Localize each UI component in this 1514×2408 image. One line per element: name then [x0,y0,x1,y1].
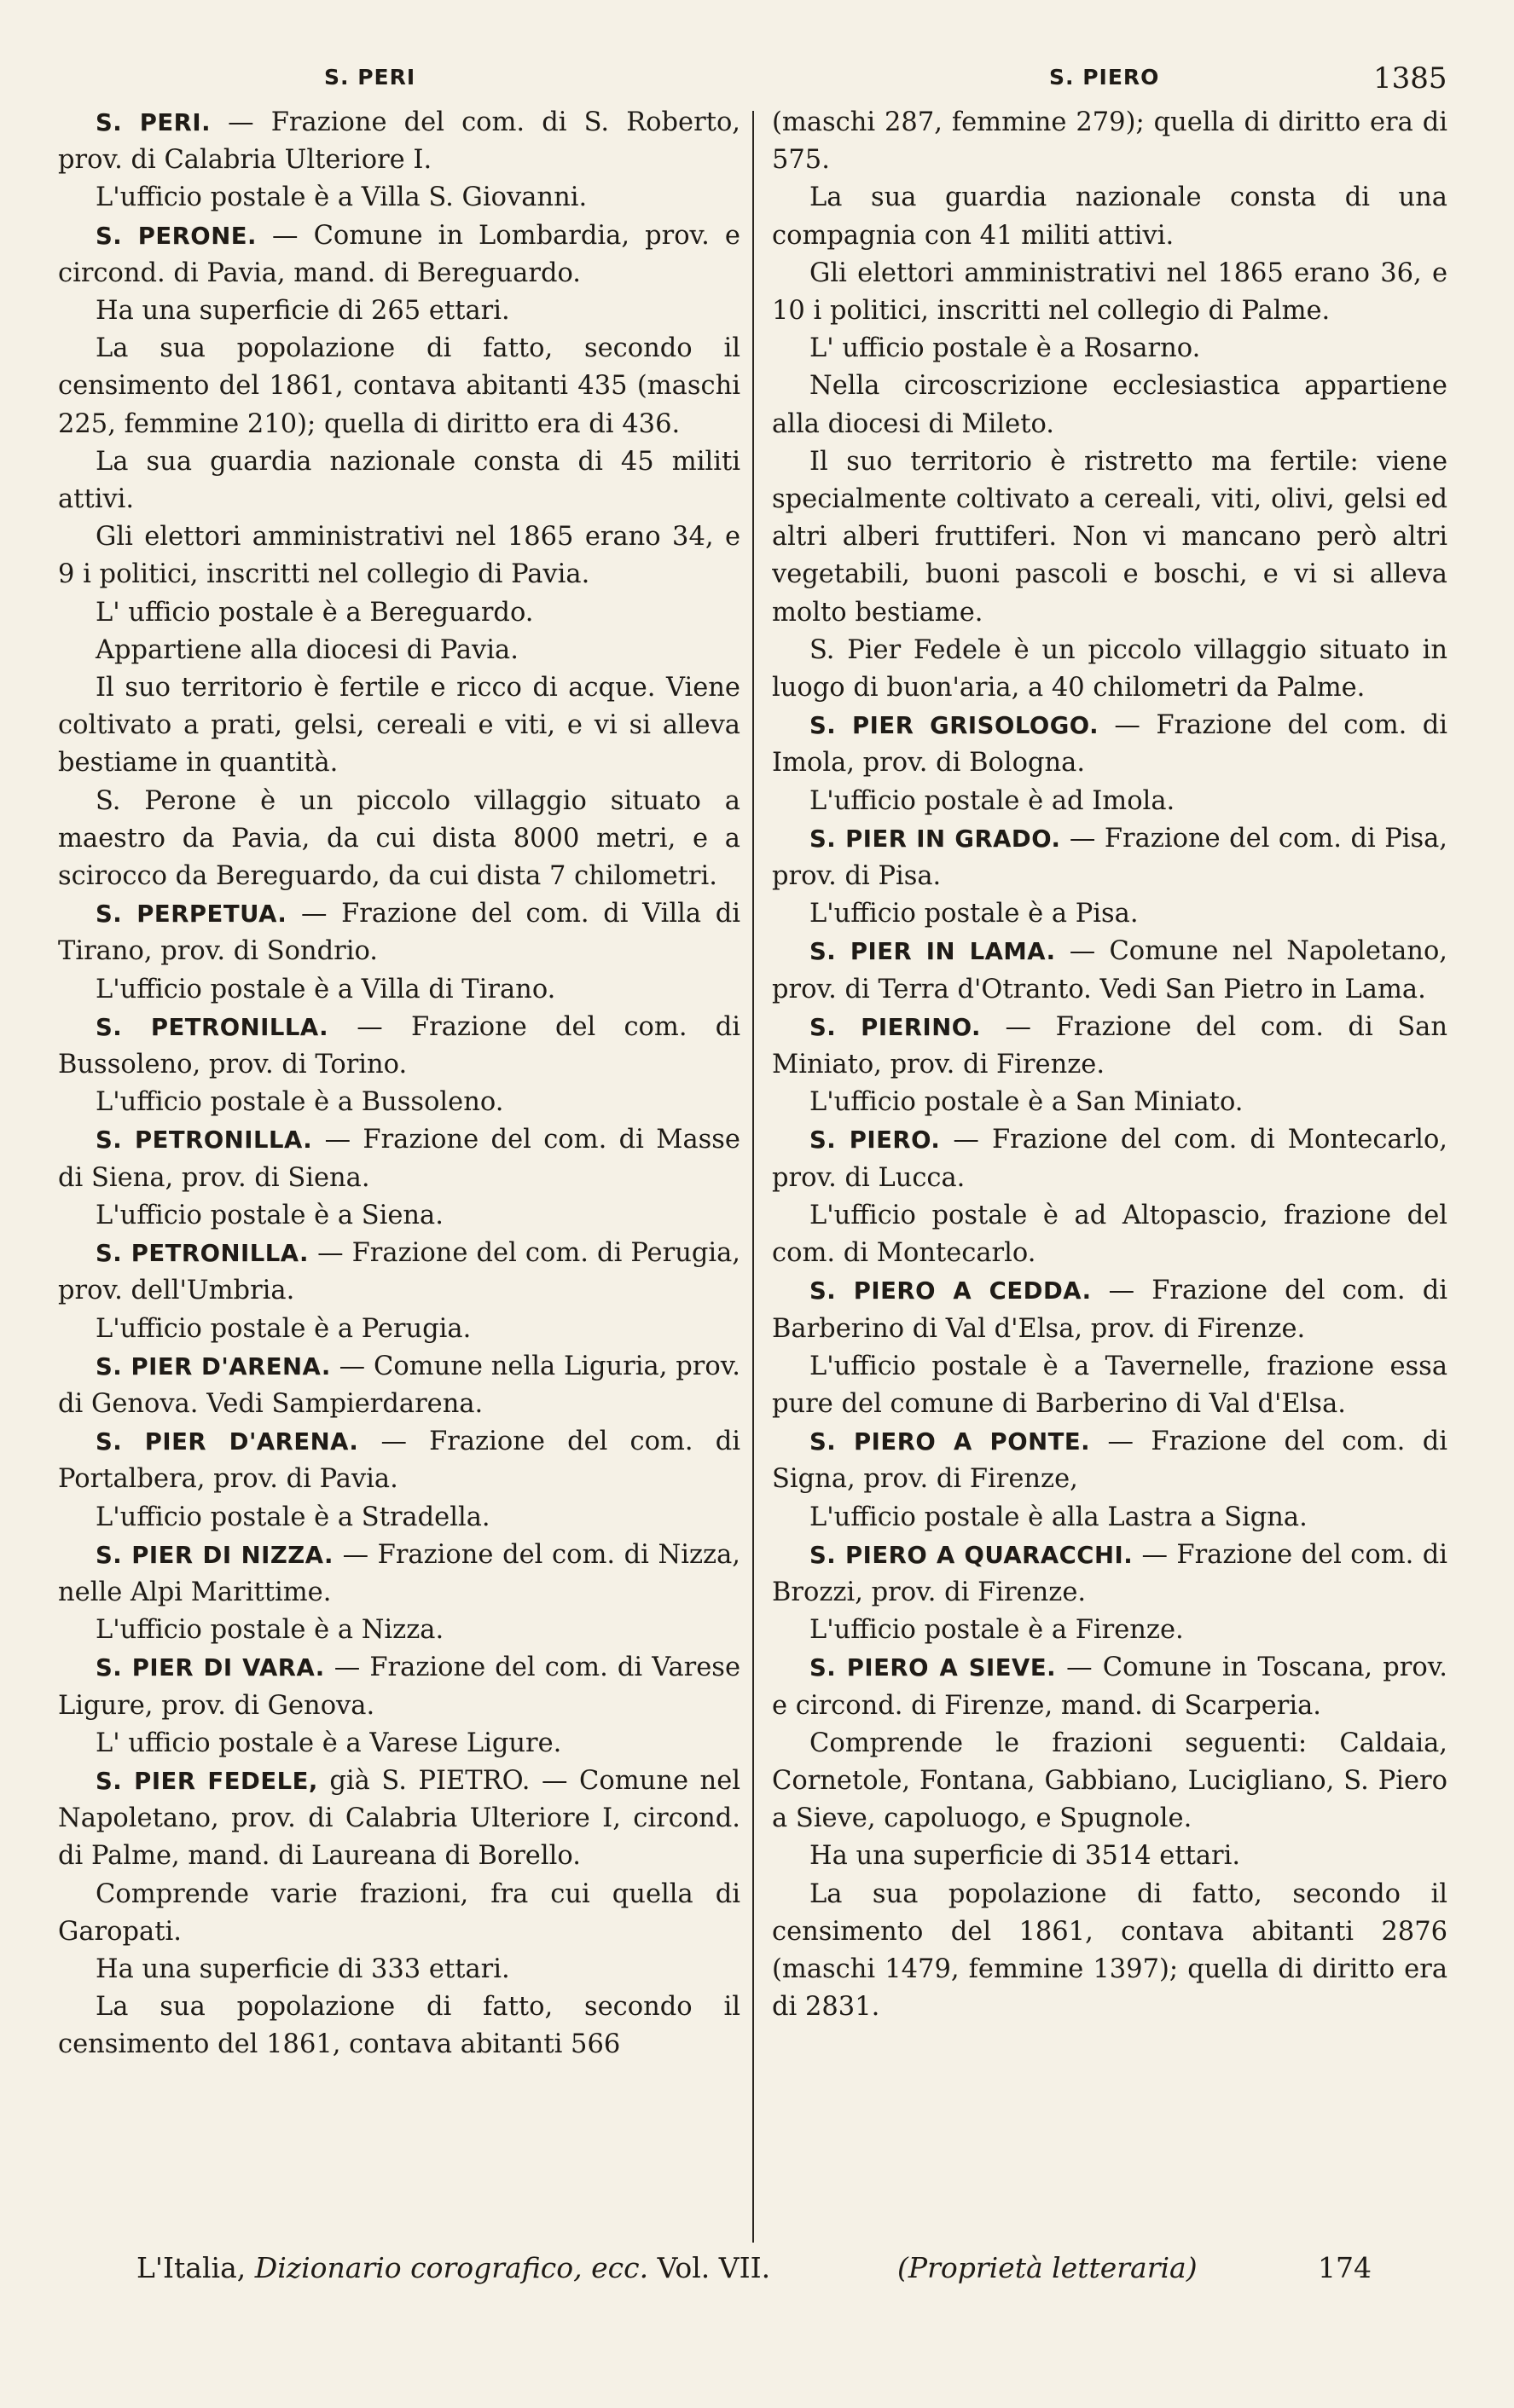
dictionary-entry [58,1009,740,1084]
entry-text: già S. PIETRO. — Comune nel Napoletano, prov. di Calabria Ulteriore I, circond. di Palme, mand. di Laureana di Borello. [58,1765,740,1872]
entry-headword: S. PIER D'ARENA. [96,1352,331,1381]
entry-headword: S. PIERO. [809,1126,941,1155]
entry-paragraph [58,971,740,1009]
entry-paragraph [772,895,1447,933]
entry-paragraph [772,104,1447,179]
dictionary-entry [58,1763,740,1876]
entry-text: L'ufficio postale è ad Imola. [809,785,1175,816]
entry-headword: S. PIERO A QUARACCHI. [809,1541,1134,1569]
entry-headword: S. PIER GRISOLOGO. [809,712,1099,740]
entry-text: L'ufficio postale è a Villa di Tirano. [96,974,556,1004]
dictionary-entry [58,1423,740,1498]
entry-text: La sua guardia nazionale consta di una compagnia con 41 militi attivi. [772,182,1447,251]
publication-title: Dizionario corografico, ecc. [254,2251,649,2284]
entry-text: — Frazione del com. di Brozzi, prov. di Firenze. [772,1539,1447,1607]
dictionary-entry [772,820,1447,895]
entry-headword: S. PIER IN LAMA. [809,938,1056,966]
entry-text: Ha una superficie di 333 ettari. [96,1954,510,1984]
entry-headword: S. PETRONILLA. [96,1013,329,1041]
entry-text: L' ufficio postale è a Rosarno. [809,333,1201,364]
entry-text: Il suo territorio è ristretto ma fertile: viene specialmente coltivato a cereali, viti, olivi, gelsi ed altri alberi fruttiferi. Non vi mancano però altri vegetabili, buoni pascoli e boschi, e vi si alleva molto bestiame. [772,446,1447,628]
entry-paragraph [58,1084,740,1121]
entry-paragraph [772,330,1447,368]
signature-mark: 174 [1318,2251,1372,2284]
entry-text: — Comune nel Napoletano, prov. di Terra d'Otranto. Vedi San Pietro in Lama. [772,936,1447,1004]
entry-paragraph [58,783,740,896]
entry-headword: S. PERPETUA. [96,900,287,929]
entry-text: — Frazione del com. di Imola, prov. di Bologna. [772,710,1447,779]
entry-paragraph [58,1951,740,1988]
entry-text: Comprende le frazioni seguenti: Caldaia, Cornetole, Fontana, Gabbiano, Lucigliano, S. Piero a Sieve, capoluogo, e Spugnole. [772,1728,1447,1834]
entry-text: — Frazione del com. di Barberino di Val d'Elsa, prov. di Firenze. [772,1276,1447,1344]
entry-paragraph [58,1311,740,1348]
entry-text: — Frazione del com. di Bussoleno, prov. di Torino. [58,1011,740,1080]
entry-text: — Comune in Toscana, prov. e circond. di Firenze, mand. di Scarperia. [772,1653,1447,1721]
entry-paragraph [772,783,1447,820]
entry-headword: S. PERI. [96,109,212,136]
entry-headword: S. PERONE. [96,222,257,250]
dictionary-entry [772,707,1447,782]
left-column [58,104,740,2244]
entry-text: S. Perone è un piccolo villaggio situato a maestro da Pavia, da cui dista 8000 metri, e a scirocco da Bereguardo, da cui dista 7 chilometri. [58,785,740,892]
entry-text: — Frazione del com. di Montecarlo, prov. di Lucca. [772,1125,1447,1193]
entry-paragraph [58,292,740,330]
dictionary-entry [772,1272,1447,1347]
page-footer [0,2251,1514,2294]
entry-headword: S. PIER D'ARENA. [96,1428,359,1456]
entry-text: L'ufficio postale è a San Miniato. [809,1087,1244,1118]
entry-paragraph [58,443,740,518]
entry-paragraph [58,1499,740,1537]
dictionary-entry [58,1121,740,1196]
entry-text: (maschi 287, femmine 279); quella di diritto era di 575. [772,107,1447,176]
page-header [0,61,1514,107]
entry-text: L'ufficio postale è a Perugia. [96,1313,472,1344]
entry-text: — Comune nella Liguria, prov. di Genova. Vedi Sampierdarena. [58,1351,740,1419]
entry-text: Il suo territorio è fertile e ricco di acque. Viene coltivato a prati, gelsi, cereali e viti, e vi si alleva bestiame in quantità. [58,673,740,779]
entry-paragraph [772,1725,1447,1838]
entry-paragraph [772,368,1447,443]
entry-text: S. Pier Fedele è un piccolo villaggio situato in luogo di buon'aria, a 40 chilometri da Palme. [772,634,1447,703]
entry-paragraph [772,179,1447,254]
publication-prefix: L'Italia, [136,2251,247,2284]
entry-paragraph [772,1348,1447,1423]
entry-text: L' ufficio postale è a Bereguardo. [96,597,534,628]
entry-text: L'ufficio postale è a Pisa. [809,899,1139,929]
entry-paragraph [58,1988,740,2064]
entry-paragraph [58,1612,740,1649]
entry-text: L'ufficio postale è a Nizza. [96,1615,444,1646]
entry-text: L'ufficio postale è a Tavernelle, frazione essa pure del comune di Barberino di Val d'Elsa. [772,1351,1447,1419]
entry-text: L'ufficio postale è ad Altopascio, frazione del com. di Montecarlo. [772,1200,1447,1269]
entry-paragraph [772,632,1447,707]
entry-headword: S. PIER FEDELE, [96,1767,318,1795]
entry-text: — Frazione del com. di S. Roberto, prov. di Calabria Ulteriore I. [58,107,740,176]
entry-headword: S. PIERO A SIEVE. [809,1654,1057,1682]
entry-paragraph [58,518,740,593]
dictionary-entry [772,1423,1447,1498]
entry-paragraph [58,594,740,632]
entry-headword: S. PIER DI VARA. [96,1654,325,1682]
dictionary-entry [58,1649,740,1724]
entry-headword: S. PIERO A CEDDA. [809,1277,1092,1305]
entry-text: — Comune in Lombardia, prov. e circond. di Pavia, mand. di Bereguardo. [58,220,740,288]
entry-headword: S. PIERINO. [809,1013,981,1041]
publication-title-line [136,2251,770,2284]
dictionary-entry [58,1537,740,1612]
dictionary-entry [772,933,1447,1008]
entry-text: Comprende varie frazioni, fra cui quella di Garopati. [58,1878,740,1947]
left-running-head: S. PERI [324,65,416,90]
entry-text: — Frazione del com. di Portalbera, prov. di Pavia. [58,1427,740,1495]
entry-headword: S. PIER IN GRADO. [809,825,1061,853]
entry-text: L' ufficio postale è a Varese Ligure. [96,1728,562,1758]
dictionary-entry [58,1235,740,1310]
entry-paragraph [58,330,740,443]
entry-text: Ha una superficie di 3514 ettari. [809,1841,1241,1872]
page-number: 1385 [1373,61,1447,96]
entry-text: L'ufficio postale è a Siena. [96,1200,444,1230]
entry-text: La sua popolazione di fatto, secondo il censimento del 1861, contava abitanti 566 [58,1992,740,2060]
entry-text: L'ufficio postale è a Firenze. [809,1615,1184,1646]
entry-paragraph [772,443,1447,632]
dictionary-entry [58,1348,740,1423]
right-running-head: S. PIERO [1049,65,1160,90]
entry-paragraph [58,1197,740,1235]
dictionary-entry [772,1121,1447,1196]
entry-paragraph [772,1499,1447,1537]
entry-text: Ha una superficie di 265 ettari. [96,296,510,327]
entry-paragraph [58,632,740,669]
entry-headword: S. PIERO A PONTE. [809,1428,1091,1456]
entry-text: La sua popolazione di fatto, secondo il censimento del 1861, contava abitanti 2876 (maschi 1479, femmine 1397); quella di diritto era di 2831. [772,1878,1447,2023]
column-divider [752,111,754,2243]
entry-text: — Frazione del com. di Signa, prov. di Firenze, [772,1427,1447,1495]
entry-paragraph [58,1876,740,1951]
entry-text: La sua popolazione di fatto, secondo il censimento del 1861, contava abitanti 435 (maschi 225, femmine 210); quella di diritto era di 436. [58,333,740,439]
entry-paragraph [772,1612,1447,1649]
dictionary-entry [772,1537,1447,1612]
entry-text: La sua guardia nazionale consta di 45 militi attivi. [58,446,740,515]
entry-headword: S. PIER DI NIZZA. [96,1541,334,1569]
dictionary-entry [772,1649,1447,1724]
entry-text: — Frazione del com. di Masse di Siena, prov. di Siena. [58,1125,740,1193]
entry-paragraph [58,179,740,217]
dictionary-entry [58,895,740,970]
entry-text: L'ufficio postale è alla Lastra a Signa. [809,1502,1308,1532]
dictionary-entry [58,217,740,292]
dictionary-entry [58,104,740,179]
entry-paragraph [772,1084,1447,1121]
entry-headword: S. PETRONILLA. [96,1240,309,1268]
entry-text: — Frazione del com. di Perugia, prov. dell'Umbria. [58,1238,740,1306]
entry-headword: S. PETRONILLA. [96,1126,313,1155]
entry-text: — Frazione del com. di San Miniato, prov. di Firenze. [772,1011,1447,1080]
entry-paragraph [58,669,740,783]
entry-paragraph [58,1725,740,1763]
entry-text: L'ufficio postale è a Villa S. Giovanni. [96,182,588,213]
entry-text: — Frazione del com. di Nizza, nelle Alpi Marittime. [58,1539,740,1607]
entry-paragraph [772,255,1447,330]
entry-text: L'ufficio postale è a Stradella. [96,1502,490,1532]
entry-text: — Frazione del com. di Villa di Tirano, prov. di Sondrio. [58,899,740,967]
entry-text: L'ufficio postale è a Bussoleno. [96,1087,504,1118]
entry-paragraph [772,1197,1447,1272]
entry-text: Appartiene alla diocesi di Pavia. [96,634,519,665]
entry-text: — Frazione del com. di Varese Ligure, prov. di Genova. [58,1653,740,1721]
entry-text: — Frazione del com. di Pisa, prov. di Pisa. [772,823,1447,892]
volume-label: Vol. VII. [657,2251,771,2284]
entry-paragraph [772,1876,1447,2027]
rights-notice: (Proprietà letteraria) [897,2251,1198,2284]
entry-text: Gli elettori amministrativi nel 1865 erano 34, e 9 i politici, inscritti nel collegio di Pavia. [58,522,740,590]
entry-paragraph [772,1838,1447,1875]
entry-text: Nella circoscrizione ecclesiastica appartiene alla diocesi di Mileto. [772,371,1447,439]
dictionary-entry [772,1009,1447,1084]
entry-text: Gli elettori amministrativi nel 1865 erano 36, e 10 i politici, inscritti nel collegio di Palme. [772,258,1447,327]
right-column [772,104,1447,2244]
